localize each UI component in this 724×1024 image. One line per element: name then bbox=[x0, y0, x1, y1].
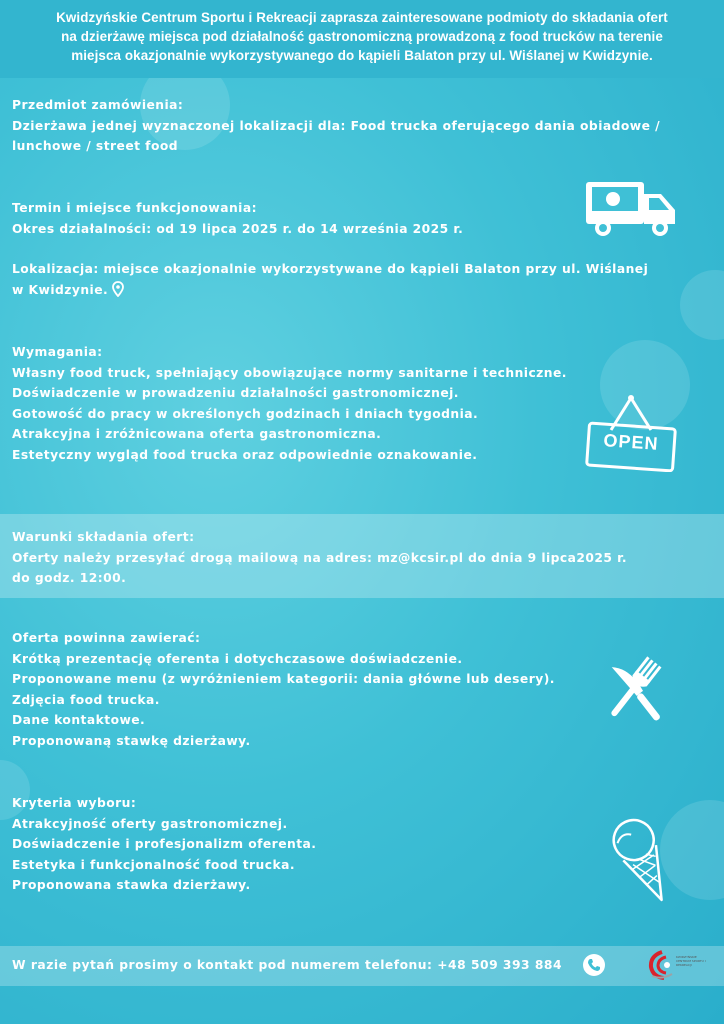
location-section bbox=[12, 259, 648, 300]
subject-line-1: Dzierżawa jednej wyznaczonej lokalizacji dla: Food trucka oferującego dania obiadowe / bbox=[12, 118, 661, 133]
subject-line-2: lunchowe / street food bbox=[12, 139, 179, 153]
phone-icon[interactable] bbox=[582, 953, 606, 977]
offer-heading: Oferta powinna zawierać: bbox=[12, 631, 201, 645]
offer-section bbox=[12, 628, 555, 751]
cutlery-icon bbox=[602, 654, 674, 728]
contact-text: W razie pytań prosimy o kontakt pod numerem telefonu: +48 509 393 884 bbox=[12, 958, 563, 972]
bokeh-circle bbox=[680, 270, 724, 340]
list-item: Krótką prezentację oferenta i dotychczasowe doświadczenie. bbox=[12, 651, 463, 666]
title-line-3: miejsca okazjonalnie wykorzystywanego do kąpieli Balaton przy ul. Wiślanej w Kwidzynie. bbox=[71, 48, 653, 63]
logo-text: KWIDZYŃSKIE CENTRUM SPORTU I REKREACJI bbox=[676, 955, 706, 967]
conditions-section bbox=[12, 527, 627, 589]
conditions-line-1: Oferty należy przesyłać drogą mailową na adres: mz@kcsir.pl do dnia 9 lipca2025 r. bbox=[12, 550, 628, 565]
title-line-1: Kwidzyńskie Centrum Sportu i Rekreacji zaprasza zainteresowane podmioty do składania ofert bbox=[56, 10, 668, 25]
conditions-line-2: do godz. 12:00. bbox=[12, 571, 127, 585]
list-item: Estetyka i funkcjonalność food trucka. bbox=[12, 857, 295, 872]
location-line-1: Lokalizacja: miejsce okazjonalnie wykorzystywane do kąpieli Balaton przy ul. Wiślanej bbox=[12, 262, 649, 276]
list-item: Atrakcyjność oferty gastronomicznej. bbox=[12, 816, 288, 831]
map-pin-icon bbox=[112, 281, 124, 297]
requirements-heading: Wymagania: bbox=[12, 345, 103, 359]
ice-cream-icon bbox=[603, 814, 683, 906]
list-item: Atrakcyjna i zróżnicowana oferta gastronomiczna. bbox=[12, 427, 382, 441]
list-item: Estetyczny wygląd food trucka oraz odpowiednie oznakowanie. bbox=[12, 447, 478, 462]
list-item: Doświadczenie i profesjonalizm oferenta. bbox=[12, 837, 317, 851]
criteria-section bbox=[12, 793, 316, 896]
subject-section bbox=[12, 95, 660, 157]
list-item: Zdjęcia food trucka. bbox=[12, 692, 160, 707]
criteria-heading: Kryteria wyboru: bbox=[12, 796, 137, 810]
page-title bbox=[0, 0, 724, 78]
list-item: Proponowana stawka dzierżawy. bbox=[12, 878, 251, 892]
requirements-section bbox=[12, 342, 567, 465]
list-item: Własny food truck, spełniający obowiązujące normy sanitarne i techniczne. bbox=[12, 365, 567, 380]
open-sign-icon bbox=[585, 392, 677, 472]
subject-heading: Przedmiot zamówienia: bbox=[12, 98, 184, 112]
term-heading: Termin i miejsce funkcjonowania: bbox=[12, 201, 257, 215]
list-item: Proponowane menu (z wyróżnieniem kategorii: dania główne lub desery). bbox=[12, 672, 555, 686]
list-item: Gotowość do pracy w określonych godzinach i dniach tygodnia. bbox=[12, 406, 479, 421]
open-sign-label: OPEN bbox=[602, 430, 660, 454]
kcsir-logo bbox=[648, 950, 674, 980]
location-line-2: w Kwidzynie. bbox=[12, 282, 109, 297]
conditions-heading: Warunki składania ofert: bbox=[12, 530, 195, 544]
food-truck-icon bbox=[583, 178, 681, 240]
list-item: Proponowaną stawkę dzierżawy. bbox=[12, 733, 251, 748]
term-section bbox=[12, 198, 463, 239]
list-item: Dane kontaktowe. bbox=[12, 713, 146, 727]
list-item: Doświadczenie w prowadzeniu działalności gastronomicznej. bbox=[12, 386, 459, 400]
term-period: Okres działalności: od 19 lipca 2025 r. do 14 września 2025 r. bbox=[12, 221, 464, 236]
title-line-2: na dzierżawę miejsca pod działalność gastronomiczną prowadzoną z food trucków na terenie bbox=[61, 29, 663, 44]
